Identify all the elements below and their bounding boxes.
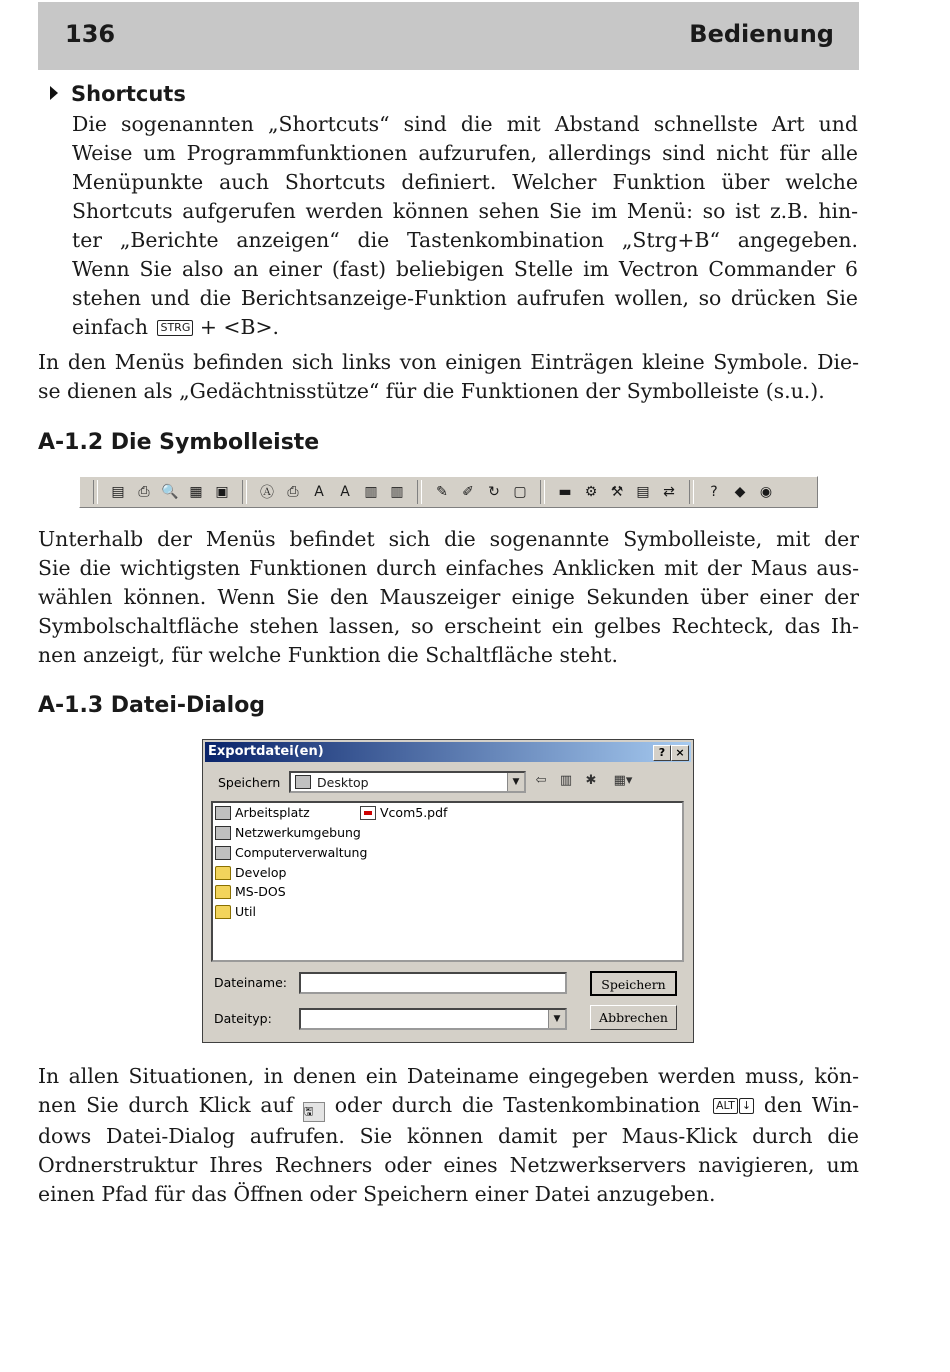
cancel-button[interactable]: Abbrechen — [590, 1005, 677, 1030]
page-number: 136 — [65, 20, 116, 48]
menus-paragraph — [38, 348, 859, 406]
text-line: In allen Situationen, in denen ein Dateiname eingegeben werden muss, kön- — [38, 1064, 859, 1088]
filename-label: Dateiname: — [214, 975, 288, 990]
computer-management-icon — [215, 846, 231, 860]
text-line: Ordnerstruktur Ihres Rechners oder eines Netzwerkservers navigieren, um — [38, 1153, 859, 1177]
toolbar-separator — [540, 480, 545, 504]
text-line: dows Datei-Dialog aufrufen. Sie können damit per Maus-Klick durch die — [38, 1124, 859, 1148]
data-export-icon[interactable]: ▥ — [390, 484, 404, 500]
print-setup-icon[interactable]: ⎙ — [287, 484, 299, 500]
chevron-down-icon[interactable]: ▼ — [507, 773, 524, 791]
file-browse-icon: 🖫 — [303, 1102, 325, 1122]
text-line: In den Menüs befinden sich links von einigen Einträgen kleine Symbole. Die- — [38, 350, 859, 374]
pen-icon[interactable]: ✎ — [436, 484, 448, 500]
text-line: stehen und die Berichtsanzeige-Funktion aufrufen wollen, so drücken Sie — [72, 286, 858, 310]
font-a-icon[interactable]: A — [314, 484, 324, 500]
text-icon[interactable]: Ⓐ — [260, 485, 274, 501]
print-preview-icon[interactable]: 🔍 — [161, 484, 179, 500]
page-header — [38, 2, 859, 70]
save-in-label: Speichern — [218, 775, 281, 790]
save-in-dropdown[interactable] — [289, 771, 526, 793]
list-item[interactable]: Computerverwaltung — [215, 845, 367, 860]
shortcuts-heading: Shortcuts — [50, 82, 186, 106]
chevron-down-icon[interactable]: ▼ — [548, 1010, 565, 1028]
symbol-toolbar — [79, 476, 818, 508]
list-item[interactable]: MS-DOS — [215, 884, 286, 899]
up-folder-icon[interactable]: ▥ — [559, 773, 573, 788]
arrow-down-key: ↓ — [739, 1098, 754, 1114]
text-line: Weise um Programmfunktionen aufzurufen, allerdings sind nicht für alle — [72, 141, 858, 165]
bullet-arrow-icon — [50, 86, 58, 100]
help-button[interactable]: ? — [653, 745, 671, 761]
folder-icon — [215, 885, 231, 899]
list-item[interactable]: Develop — [215, 865, 286, 880]
text-line: nen anzeigt, für welche Funktion die Schaltfläche steht. — [38, 643, 618, 667]
view-menu-icon[interactable]: ▦▾ — [613, 773, 633, 788]
new-folder-icon[interactable]: ✱ — [585, 773, 597, 788]
text-line: Wenn Sie also an einer (fast) beliebigen Stelle im Vectron Commander 6 — [72, 257, 858, 281]
list-item[interactable]: Util — [215, 904, 256, 919]
list-item[interactable]: Arbeitsplatz — [215, 805, 310, 820]
register-transfer-icon[interactable]: ⇄ — [663, 484, 675, 500]
toolbar-grip — [93, 480, 98, 504]
text-line: se dienen als „Gedächtnisstütze“ für die Funktionen der Symbolleiste (s.u.). — [38, 379, 825, 403]
text-line: wählen können. Wenn Sie den Mauszeiger einige Sekunden über einer der — [38, 585, 859, 609]
data-icon[interactable]: ▥ — [364, 484, 378, 500]
network-icon — [215, 826, 231, 840]
toolbar-separator — [689, 480, 694, 504]
toolbar-separator — [417, 480, 422, 504]
toolbar-separator — [242, 480, 247, 504]
back-icon[interactable]: ⇦ — [535, 773, 547, 788]
text-line: Menüpunkte auch Shortcuts definiert. Welcher Funktion über welche — [72, 170, 858, 194]
list-item[interactable]: Vcom5.pdf — [360, 805, 447, 820]
text-line: Die sogenannten „Shortcuts“ sind die mit Abstand schnellste Art und — [72, 112, 858, 136]
report-export-icon[interactable]: ▣ — [215, 484, 229, 500]
symbolleiste-paragraph — [38, 525, 859, 670]
pdf-icon — [360, 806, 376, 820]
alt-key: ALT — [713, 1098, 738, 1114]
refresh-icon[interactable]: ↻ — [488, 484, 500, 500]
text-line: Symbolschaltfläche stehen lassen, so erscheint ein gelbes Rechteck, das Ih- — [38, 614, 859, 638]
print-icon[interactable]: ⎙ — [138, 484, 150, 500]
section-heading: A-1.3 Datei-Dialog — [38, 693, 266, 718]
report-icon[interactable]: ▦ — [189, 484, 203, 500]
filename-input[interactable] — [299, 972, 567, 994]
register-settings-icon[interactable]: ⚙ — [584, 484, 598, 500]
desktop-icon — [295, 775, 311, 789]
dialog-title: Exportdatei(en) — [208, 744, 324, 759]
strg-key: STRG — [157, 320, 193, 336]
save-in-value: Desktop — [317, 775, 369, 790]
font-a-export-icon[interactable]: A — [340, 484, 350, 500]
text-line: Shortcuts aufgerufen werden können sehen Sie im Menü: so ist z.B. hin- — [72, 199, 858, 223]
save-button[interactable]: Speichern — [590, 971, 677, 996]
list-item[interactable]: Netzwerkumgebung — [215, 825, 361, 840]
dialog-titlebar — [205, 742, 691, 762]
text-line: einfach STRG + <B>. — [72, 315, 280, 339]
folder-icon — [215, 866, 231, 880]
computer-icon — [215, 806, 231, 820]
text-line: Unterhalb der Menüs befindet sich die sogenannte Symbolleiste, mit der — [38, 527, 859, 551]
folder-icon — [215, 905, 231, 919]
text-line: einen Pfad für das Öffnen oder Speichern einer Datei anzugeben. — [38, 1182, 716, 1206]
cash-register-icon[interactable]: ▬ — [558, 484, 572, 500]
register-tools-icon[interactable]: ⚒ — [610, 484, 624, 500]
document-icon[interactable]: ▤ — [111, 484, 125, 500]
filetype-dropdown[interactable] — [299, 1008, 567, 1030]
section-heading: A-1.2 Die Symbolleiste — [38, 430, 320, 455]
book-icon[interactable]: ◆ — [734, 484, 746, 500]
dialog-paragraph — [38, 1062, 859, 1209]
filetype-label: Dateityp: — [214, 1011, 272, 1026]
help-icon[interactable]: ? — [710, 484, 718, 500]
section-title: Bedienung — [689, 20, 834, 48]
close-button[interactable]: × — [671, 745, 689, 761]
shortcuts-paragraph — [72, 110, 858, 342]
text-line: ter „Berichte anzeigen“ die Tastenkombination „Strg+B“ angegeben. — [72, 228, 858, 252]
pen-edit-icon[interactable]: ✐ — [462, 484, 474, 500]
text-line: Sie die wichtigsten Funktionen durch einfaches Anklicken mit der Maus aus- — [38, 556, 859, 580]
register-list-icon[interactable]: ▤ — [636, 484, 650, 500]
web-icon[interactable]: ◉ — [759, 484, 773, 500]
calendar-icon[interactable]: ▢ — [513, 484, 527, 500]
text-line: nen Sie durch Klick auf 🖫 oder durch die Tastenkombination ALT ↓ den Win- — [38, 1091, 859, 1122]
